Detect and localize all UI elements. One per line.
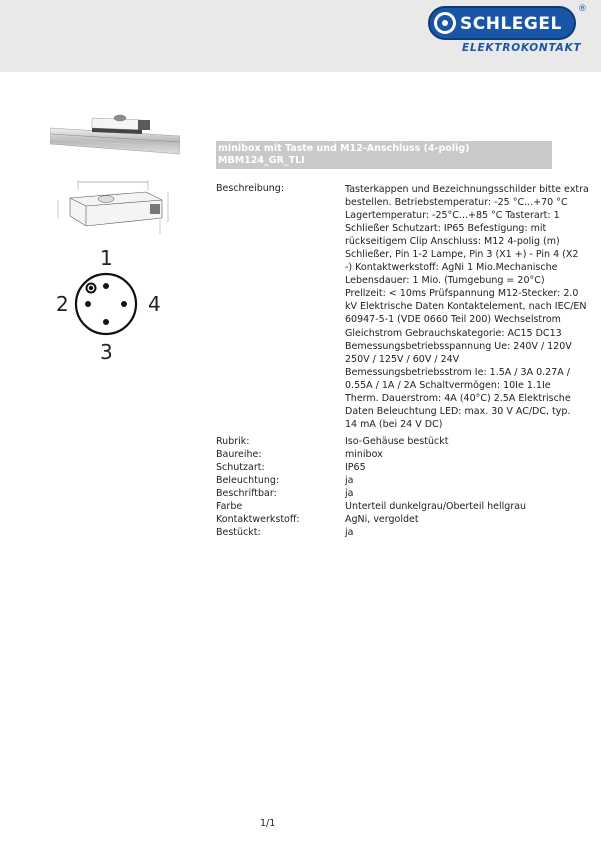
description-label: Beschreibung: — [216, 183, 285, 194]
spec-value-kontaktwerkstoff: AgNi, vergoldet — [345, 514, 419, 525]
page-number: 1/1 — [260, 818, 276, 829]
product-code: MBM124_GR_TLI — [218, 155, 305, 166]
description-line: Schließer Schutzart: IP65 Befestigung: mit — [345, 223, 547, 235]
spec-label-baureihe: Baureihe: — [216, 449, 262, 460]
spec-value-baureihe: minibox — [345, 449, 383, 460]
description-line: Tasterkappen und Bezeichnungsschilder bitte extra — [345, 184, 589, 195]
product-title: minibox mit Taste und M12-Anschluss (4-polig) — [218, 143, 470, 154]
description-line: 0.55A / 1A / 2A Schaltvermögen: 10Ie 1.1Ie — [345, 379, 551, 391]
description-line: Bemessungsbetriebsspannung Ue: 240V / 120V — [345, 340, 572, 352]
spec-label-farbe: Farbe — [216, 501, 243, 512]
description-line: Gleichstrom Gebrauchskategorie: AC15 DC13 — [345, 327, 562, 339]
spec-value-beleuchtung: ja — [345, 475, 354, 486]
dimension-drawing — [50, 178, 178, 240]
m12-pin-diagram — [50, 246, 170, 364]
description-line: 60947-5-1 (VDE 0660 Teil 200) Wechselstrom — [345, 314, 561, 326]
spec-label-schutzart: Schutzart: — [216, 462, 265, 473]
pin-2-label: 2 — [56, 292, 69, 316]
description-line: Lagertemperatur: -25°C...+85 °C Tasterart: 1 — [345, 210, 560, 222]
description-line: kV Elektrische Daten Kontaktelement, nach IEC/EN — [345, 301, 587, 313]
logo-subtitle: ELEKTROKONTAKT — [462, 42, 582, 54]
description-line: -) Kontaktwerkstoff: AgNi 1 Mio.Mechanische — [345, 262, 558, 274]
description-line: Daten Beleuchtung LED: max. 30 V AC/DC, typ. — [345, 405, 571, 417]
spec-label-rubrik: Rubrik: — [216, 436, 250, 447]
description-line: rückseitigem Clip Anschluss: M12 4-polig (m) — [345, 236, 560, 248]
spec-value-bestueckt: ja — [345, 527, 354, 538]
spec-label-kontaktwerkstoff: Kontaktwerkstoff: — [216, 514, 300, 525]
logo-badge — [428, 6, 576, 40]
logo-ring-icon — [434, 12, 456, 34]
spec-value-farbe: Unterteil dunkelgrau/Oberteil hellgrau — [345, 501, 527, 512]
logo-brand: SCHLEGEL — [460, 14, 562, 34]
spec-value-beschriftbar: ja — [345, 488, 354, 499]
description-line: 250V / 125V / 60V / 24V — [345, 353, 460, 365]
description-line: Therm. Dauerstrom: 4A (40°C) 2.5A Elektrische — [345, 392, 571, 404]
product-title-bar — [216, 141, 552, 169]
schlegel-logo — [428, 6, 588, 58]
spec-label-beschriftbar: Beschriftbar: — [216, 488, 277, 499]
description-line: Lebensdauer: 1 Mio. (Tumgebung = 20°C) — [345, 275, 545, 287]
description-line: bestellen. Betriebstemperatur: -25 °C...+70 °C — [345, 197, 568, 209]
spec-label-beleuchtung: Beleuchtung: — [216, 475, 280, 486]
description-text — [345, 183, 589, 431]
pin-4-label: 4 — [148, 292, 161, 316]
pin-1-label: 1 — [100, 246, 113, 270]
registered-mark: ® — [578, 4, 587, 14]
description-line: Prellzeit: < 10ms Prüfspannung M12-Stecker: 2.0 — [345, 288, 579, 300]
product-photo — [50, 110, 180, 158]
spec-label-bestueckt: Bestückt: — [216, 527, 261, 538]
description-line: 14 mA (bei 24 V DC) — [345, 418, 443, 430]
description-line: Bemessungsbetriebsstrom Ie: 1.5A / 3A 0.27A / — [345, 366, 570, 378]
pin-3-label: 3 — [100, 340, 113, 364]
description-line: Schließer, Pin 1-2 Lampe, Pin 3 (X1 +) - Pin 4 (X2 — [345, 249, 579, 261]
spec-value-schutzart: IP65 — [345, 462, 366, 473]
spec-value-rubrik: Iso-Gehäuse bestückt — [345, 436, 449, 447]
